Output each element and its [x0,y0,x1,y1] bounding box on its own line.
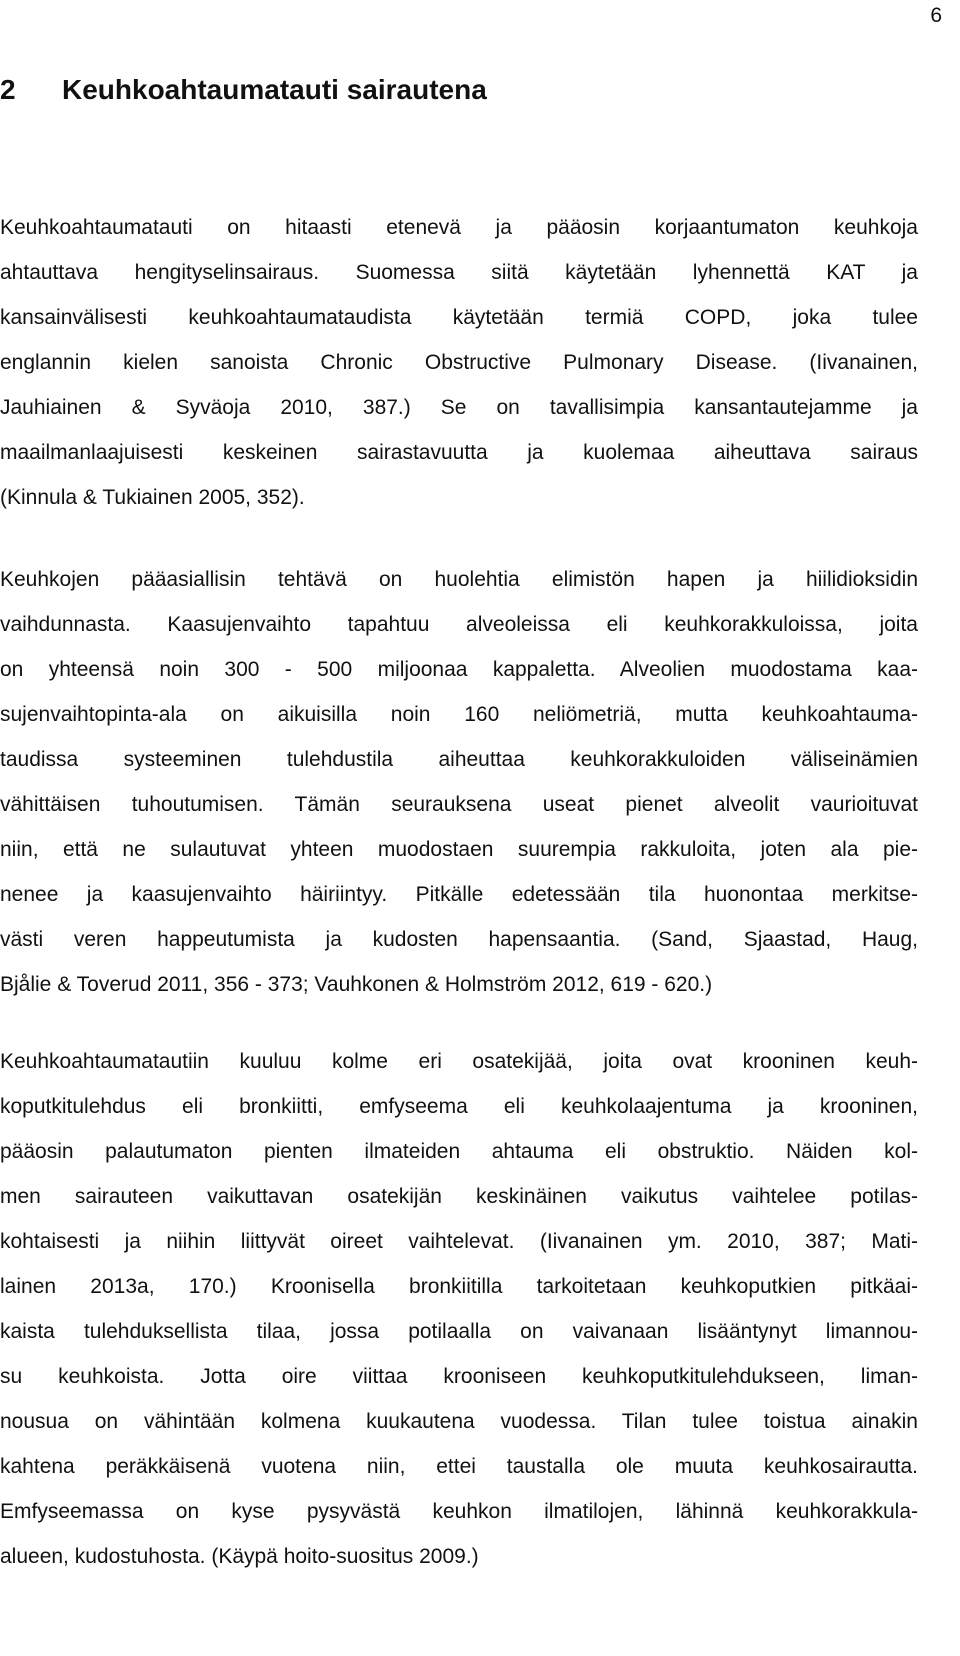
text-line: koputkitulehdus eli bronkiitti, emfyseema eli keuhkolaajentuma ja krooninen, [0,1095,918,1118]
text-line: pääosin palautumaton pienten ilmateiden ahtauma eli obstruktio. Näiden kol- [0,1140,918,1163]
chapter-heading [0,74,487,106]
text-line: lainen 2013a, 170.) Kroonisella bronkiitilla tarkoitetaan keuhkoputkien pitkäai- [0,1275,918,1298]
text-line: alueen, kudostuhosta. (Käypä hoito-suositus 2009.) [0,1545,479,1568]
text-line: sujenvaihtopinta-ala on aikuisilla noin 160 neliömetriä, mutta keuhkoahtauma- [0,703,918,726]
text-line: Keuhkoahtaumatautiin kuuluu kolme eri osatekijää, joita ovat krooninen keuh- [0,1050,918,1073]
text-line: englannin kielen sanoista Chronic Obstructive Pulmonary Disease. (Iivanainen, [0,351,918,374]
text-line: men sairauteen vaikuttavan osatekijän keskinäinen vaikutus vaihtelee potilas- [0,1185,918,1208]
text-line: vähittäisen tuhoutumisen. Tämän seurauksena useat pienet alveolit vaurioituvat [0,793,918,816]
text-line: Bjålie & Toverud 2011, 356 - 373; Vauhkonen & Holmström 2012, 619 - 620.) [0,973,713,996]
text-line: ahtauttava hengityselinsairaus. Suomessa siitä käytetään lyhennettä KAT ja [0,261,918,284]
text-line: kohtaisesti ja niihin liittyvät oireet vaihtelevat. (Iivanainen ym. 2010, 387; Mati- [0,1230,918,1253]
text-line: nenee ja kaasujenvaihto häiriintyy. Pitkälle edetessään tila huonontaa merkitse- [0,883,918,906]
text-line: västi veren happeutumista ja kudosten hapensaantia. (Sand, Sjaastad, Haug, [0,928,918,951]
text-line: su keuhkoista. Jotta oire viittaa krooniseen keuhkoputkitulehdukseen, liman- [0,1365,918,1388]
text-line: taudissa systeeminen tulehdustila aiheuttaa keuhkorakkuloiden väliseinämien [0,748,918,771]
text-line: maailmanlaajuisesti keskeinen sairastavuutta ja kuolemaa aiheuttava sairaus [0,441,918,464]
chapter-title: Keuhkoahtaumatauti sairautena [62,74,487,105]
text-line: vaihdunnasta. Kaasujenvaihto tapahtuu alveoleissa eli keuhkorakkuloissa, joita [0,613,918,636]
paragraph-copd-definition [0,205,918,520]
text-line: (Kinnula & Tukiainen 2005, 352). [0,486,305,509]
text-line: niin, että ne sulautuvat yhteen muodostaen suurempia rakkuloita, joten ala pie- [0,838,918,861]
chapter-number: 2 [0,74,16,105]
text-line: on yhteensä noin 300 - 500 miljoonaa kappaletta. Alveolien muodostama kaa- [0,658,918,681]
text-line: kansainvälisesti keuhkoahtaumataudista käytetään termiä COPD, joka tulee [0,306,918,329]
paragraph-disease-components [0,1039,918,1579]
text-line: Emfyseemassa on kyse pysyvästä keuhkon ilmatilojen, lähinnä keuhkorakkula- [0,1500,918,1523]
text-line: nousua on vähintään kolmena kuukautena vuodessa. Tilan tulee toistua ainakin [0,1410,918,1433]
text-line: kahtena peräkkäisenä vuotena niin, ettei taustalla ole muuta keuhkosairautta. [0,1455,918,1478]
paragraph-gas-exchange [0,557,918,1007]
page-number: 6 [930,4,942,27]
text-line: Keuhkoahtaumatauti on hitaasti etenevä ja pääosin korjaantumaton keuhkoja [0,216,918,239]
text-line: kaista tulehduksellista tilaa, jossa potilaalla on vaivanaan lisääntynyt limannou- [0,1320,918,1343]
text-line: Keuhkojen pääasiallisin tehtävä on huolehtia elimistön hapen ja hiilidioksidin [0,568,918,591]
text-line: Jauhiainen & Syväoja 2010, 387.) Se on tavallisimpia kansantautejamme ja [0,396,918,419]
